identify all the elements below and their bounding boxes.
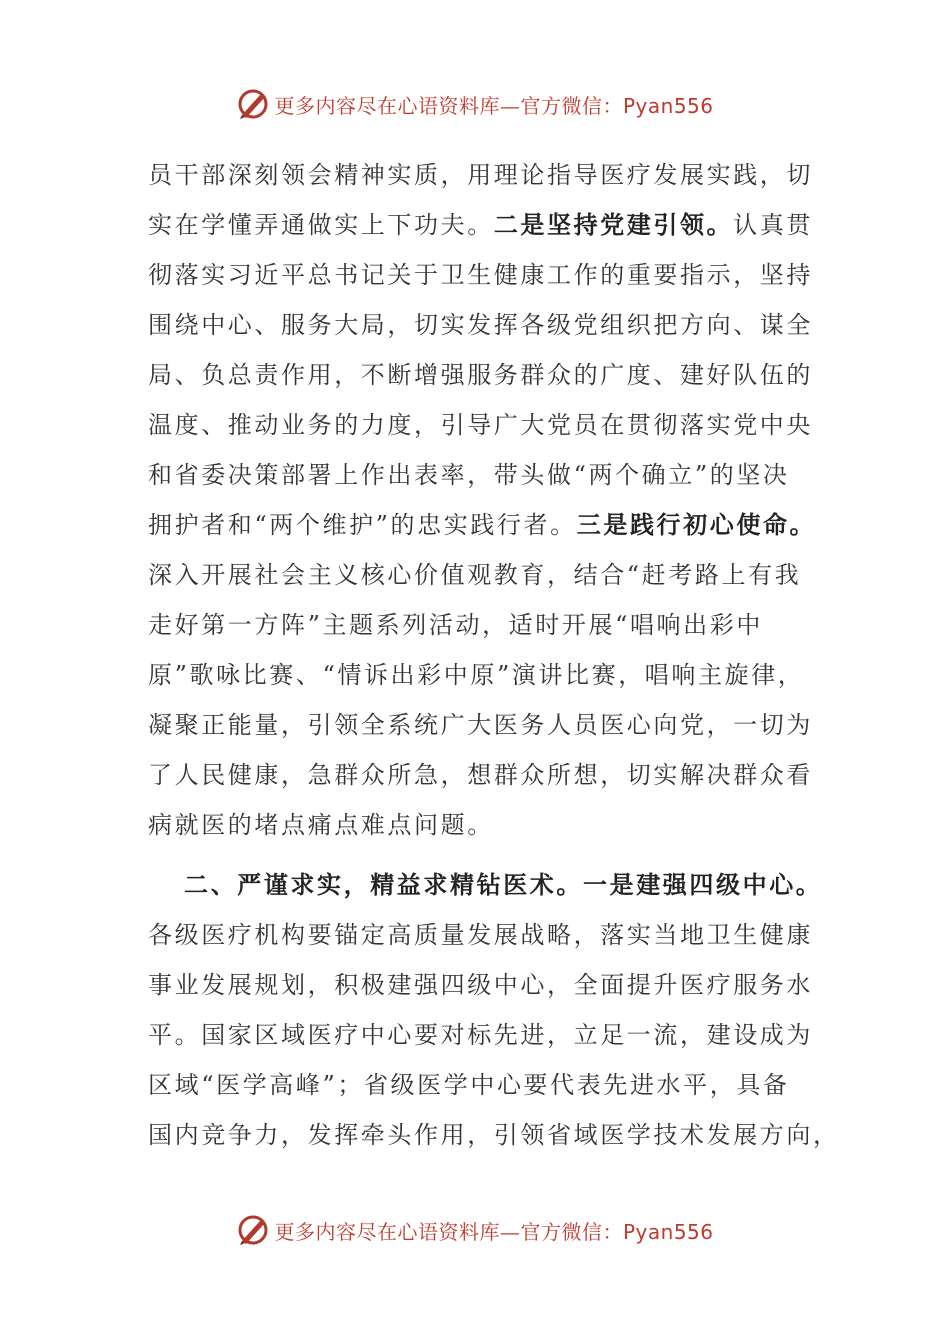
text-line: 国内竞争力，发挥牵头作用，引领省域医学技术发展方向， bbox=[148, 1121, 840, 1149]
banner-title: 更多内容尽在心语资料库 bbox=[274, 93, 500, 118]
text-line: 病就医的堵点痛点难点问题。 bbox=[148, 811, 494, 839]
text-line: 区域“医学高峰”；省级医学中心要代表先进水平，具备 bbox=[148, 1071, 790, 1099]
banner-text bbox=[274, 1216, 713, 1245]
text-line: 原”歌咏比赛、“情诉出彩中原”演讲比赛，唱响主旋律， bbox=[148, 661, 805, 689]
text-line: 走好第一方阵”主题系列活动，适时开展“唱响出彩中 bbox=[148, 611, 763, 639]
text-line bbox=[148, 860, 823, 910]
text-line: 局、负总责作用，不断增强服务群众的广度、建好队伍的 bbox=[148, 361, 813, 389]
wechat-label: 官方微信： bbox=[520, 93, 623, 118]
text-line: 了人民健康，急群众所急，想群众所想，切实解决群众看 bbox=[148, 761, 813, 789]
text-run: 拥护者和“两个维护”的忠实践行者。 bbox=[148, 511, 577, 539]
banner-separator: — bbox=[499, 1219, 521, 1244]
text-run: 实在学懂弄通做实上下功夫。 bbox=[148, 211, 494, 239]
section-heading: 二、严谨求实，精益求精钻医术。一是建强四级中心。 bbox=[184, 870, 823, 899]
banner-separator: — bbox=[499, 93, 521, 118]
banner-title: 更多内容尽在心语资料库 bbox=[274, 1219, 500, 1244]
text-line: 和省委决策部署上作出表率，带头做“两个确立”的坚决 bbox=[148, 461, 790, 489]
pen-logo-icon bbox=[236, 1213, 270, 1247]
wechat-id: Pyan556 bbox=[622, 93, 714, 118]
pen-logo-icon bbox=[236, 87, 270, 121]
paragraph-gap bbox=[148, 850, 808, 860]
wechat-label: 官方微信： bbox=[520, 1219, 623, 1244]
text-line: 温度、推动业务的力度，引导广大党员在贯彻落实党中央 bbox=[148, 411, 813, 439]
text-line: 彻落实习近平总书记关于卫生健康工作的重要指示，坚持 bbox=[148, 261, 813, 289]
wechat-id: Pyan556 bbox=[622, 1219, 714, 1244]
text-line: 凝聚正能量，引领全系统广大医务人员医心向党，一切为 bbox=[148, 711, 813, 739]
bold-heading: 二是坚持党建引领。 bbox=[493, 210, 734, 239]
document-body bbox=[148, 150, 840, 1160]
text-line: 深入开展社会主义核心价值观教育，结合“赶考路上有我 bbox=[148, 561, 802, 589]
text-line: 平。国家区域医疗中心要对标先进，立足一流，建设成为 bbox=[148, 1021, 813, 1049]
text-run: 认真贯 bbox=[733, 211, 814, 239]
footer-banner bbox=[0, 1210, 950, 1250]
text-line bbox=[148, 500, 817, 550]
text-line: 围绕中心、服务大局，切实发挥各级党组织把方向、谋全 bbox=[148, 311, 813, 339]
bold-heading: 三是践行初心使命。 bbox=[576, 510, 817, 539]
text-line bbox=[148, 200, 814, 250]
text-line: 事业发展规划，积极建强四级中心，全面提升医疗服务水 bbox=[148, 971, 813, 999]
text-line: 各级医疗机构要锚定高质量发展战略，落实当地卫生健康 bbox=[148, 921, 813, 949]
banner-text bbox=[274, 90, 713, 119]
text-line: 员干部深刻领会精神实质，用理论指导医疗发展实践，切 bbox=[148, 161, 813, 189]
header-banner bbox=[0, 84, 950, 124]
